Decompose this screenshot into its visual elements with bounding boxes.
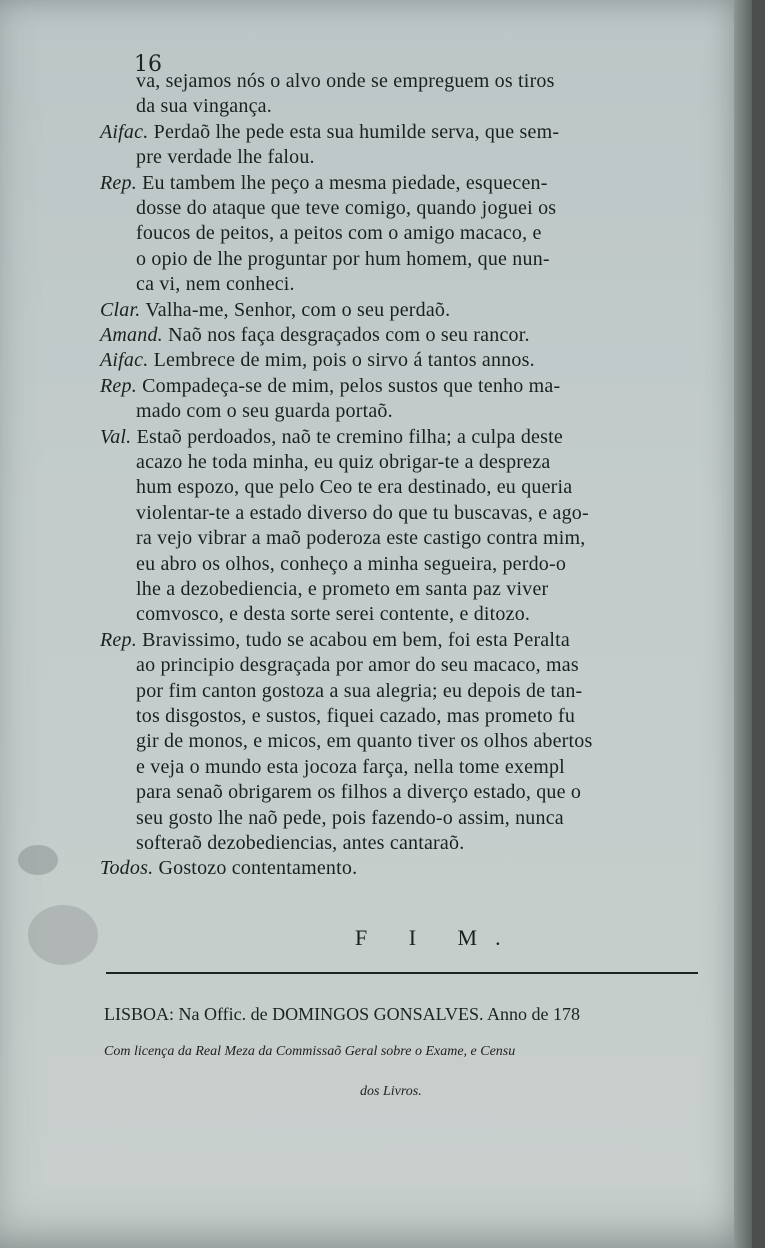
text-line: [136, 756, 565, 779]
text-line: [100, 426, 563, 449]
line-text: ra vejo vibrar a maõ poderoza este castigo contra mim,: [136, 527, 586, 550]
speaker-name: Rep.: [100, 628, 137, 651]
line-text: Eu tambem lhe peço a mesma piedade, esquecen-: [142, 171, 548, 194]
line-text: Gostozo contentamento.: [158, 857, 358, 880]
text-line: [136, 603, 530, 626]
line-text: e veja o mundo esta jocoza farça, nella tome exempl: [136, 755, 565, 778]
line-text: o opio de lhe proguntar por hum homem, que nun-: [136, 247, 550, 270]
line-text: da sua vingança.: [136, 95, 272, 118]
text-line: [136, 95, 272, 118]
text-line: [136, 527, 586, 550]
line-text: dosse do ataque que teve comigo, quando joguei os: [136, 197, 557, 219]
speaker-name: Rep.: [100, 171, 137, 194]
text-line: [136, 451, 550, 474]
line-text: ca vi, nem conheci.: [136, 273, 295, 296]
line-text: seu gosto lhe naõ pede, pois fazendo-o assim, nunca: [136, 806, 564, 829]
line-text: va, sejamos nós o alvo onde se empreguem os tiros: [136, 70, 555, 92]
license-line-continued: dos Livros.: [360, 1084, 422, 1099]
text-line: [136, 578, 548, 601]
text-line: [136, 400, 393, 423]
page-number: 16: [134, 52, 162, 77]
license-line: Com licença da Real Meza da Commissaõ Geral sobre o Exame, e Censu: [104, 1044, 516, 1059]
text-line: [136, 146, 315, 169]
line-text: violentar-te a estado diverso do que tu buscavas, e ago-: [136, 501, 589, 524]
line-text: pre verdade lhe falou.: [136, 146, 315, 169]
text-line: [100, 172, 548, 195]
line-text: Valha-me, Senhor, com o seu perdaõ.: [145, 298, 451, 321]
text-line: [100, 299, 450, 322]
text-line: [136, 197, 556, 220]
text-line: [100, 324, 530, 347]
text-line: [136, 248, 550, 271]
speaker-name: Clar.: [100, 298, 141, 321]
line-text: por fim canton gostoza a sua alegria; eu depois de tan-: [136, 679, 583, 702]
fim-heading: F I M.: [355, 925, 519, 950]
text-line: [136, 222, 542, 245]
speaker-name: Amand.: [100, 324, 163, 346]
line-text: tos disgostos, e sustos, fiquei cazado, mas prometo fu: [136, 705, 576, 727]
imprint-line: LISBOA: Na Offic. de DOMINGOS GONSALVES. Anno de 178: [104, 1004, 580, 1024]
line-text: Compadeça-se de mim, pelos sustos que tenho ma-: [142, 374, 561, 397]
text-line: [136, 680, 582, 703]
text-line: [136, 654, 579, 677]
speaker-name: Todos.: [100, 857, 154, 880]
line-text: foucos de peitos, a peitos com o amigo macaco, e: [136, 222, 542, 245]
text-line: [100, 349, 535, 372]
line-text: lhe a dezobediencia, e prometo em santa paz viver: [136, 578, 549, 600]
text-line: [100, 857, 357, 880]
line-text: ao principio desgraçada por amor do seu macaco, mas: [136, 654, 579, 677]
line-text: softeraõ dezobediencias, antes cantaraõ.: [136, 832, 465, 854]
text-line: [136, 476, 572, 499]
text-line: [136, 807, 564, 830]
speaker-name: Aifac.: [100, 349, 149, 372]
line-text: Lembrece de mim, pois o sirvo á tantos annos.: [153, 349, 535, 372]
divider-rule: [106, 972, 698, 974]
line-text: comvosco, e desta sorte serei contente, e ditozo.: [136, 603, 531, 626]
line-text: hum espozo, que pelo Ceo te era destinado, eu queria: [136, 476, 573, 499]
text-line: [136, 273, 295, 296]
line-text: mado com o seu guarda portaõ.: [136, 400, 393, 423]
line-text: Perdaõ lhe pede esta sua humilde serva, que sem-: [153, 120, 560, 143]
line-text: eu abro os olhos, conheço a minha segueira, perdo-o: [136, 552, 567, 575]
text-line: [136, 832, 464, 855]
text-line: [136, 553, 566, 576]
text-line: [136, 730, 592, 753]
line-text: Bravissimo, tudo se acabou em bem, foi esta Peralta: [142, 628, 570, 651]
speaker-name: Rep.: [100, 374, 137, 397]
foxing-stain: [18, 845, 58, 875]
page-edge: [734, 0, 752, 1248]
text-line: [100, 375, 560, 398]
text-line: [136, 502, 589, 525]
line-text: Naõ nos faça desgraçados com o seu rancor.: [168, 324, 530, 346]
line-text: gir de monos, e micos, em quanto tiver os olhos abertos: [136, 730, 593, 753]
foxing-stain: [28, 905, 98, 965]
text-line: [100, 629, 570, 652]
text-line: [136, 70, 555, 93]
text-line: [100, 121, 559, 144]
text-line: [136, 781, 581, 804]
text-line: [136, 705, 575, 728]
line-text: Estaõ perdoados, naõ te cremino filha; a culpa deste: [136, 425, 563, 448]
line-text: acazo he toda minha, eu quiz obrigar-te a despreza: [136, 451, 551, 473]
speaker-name: Aifac.: [100, 120, 149, 143]
line-text: para senaõ obrigarem os filhos a diverço estado, que o: [136, 781, 582, 804]
speaker-name: Val.: [100, 425, 132, 448]
